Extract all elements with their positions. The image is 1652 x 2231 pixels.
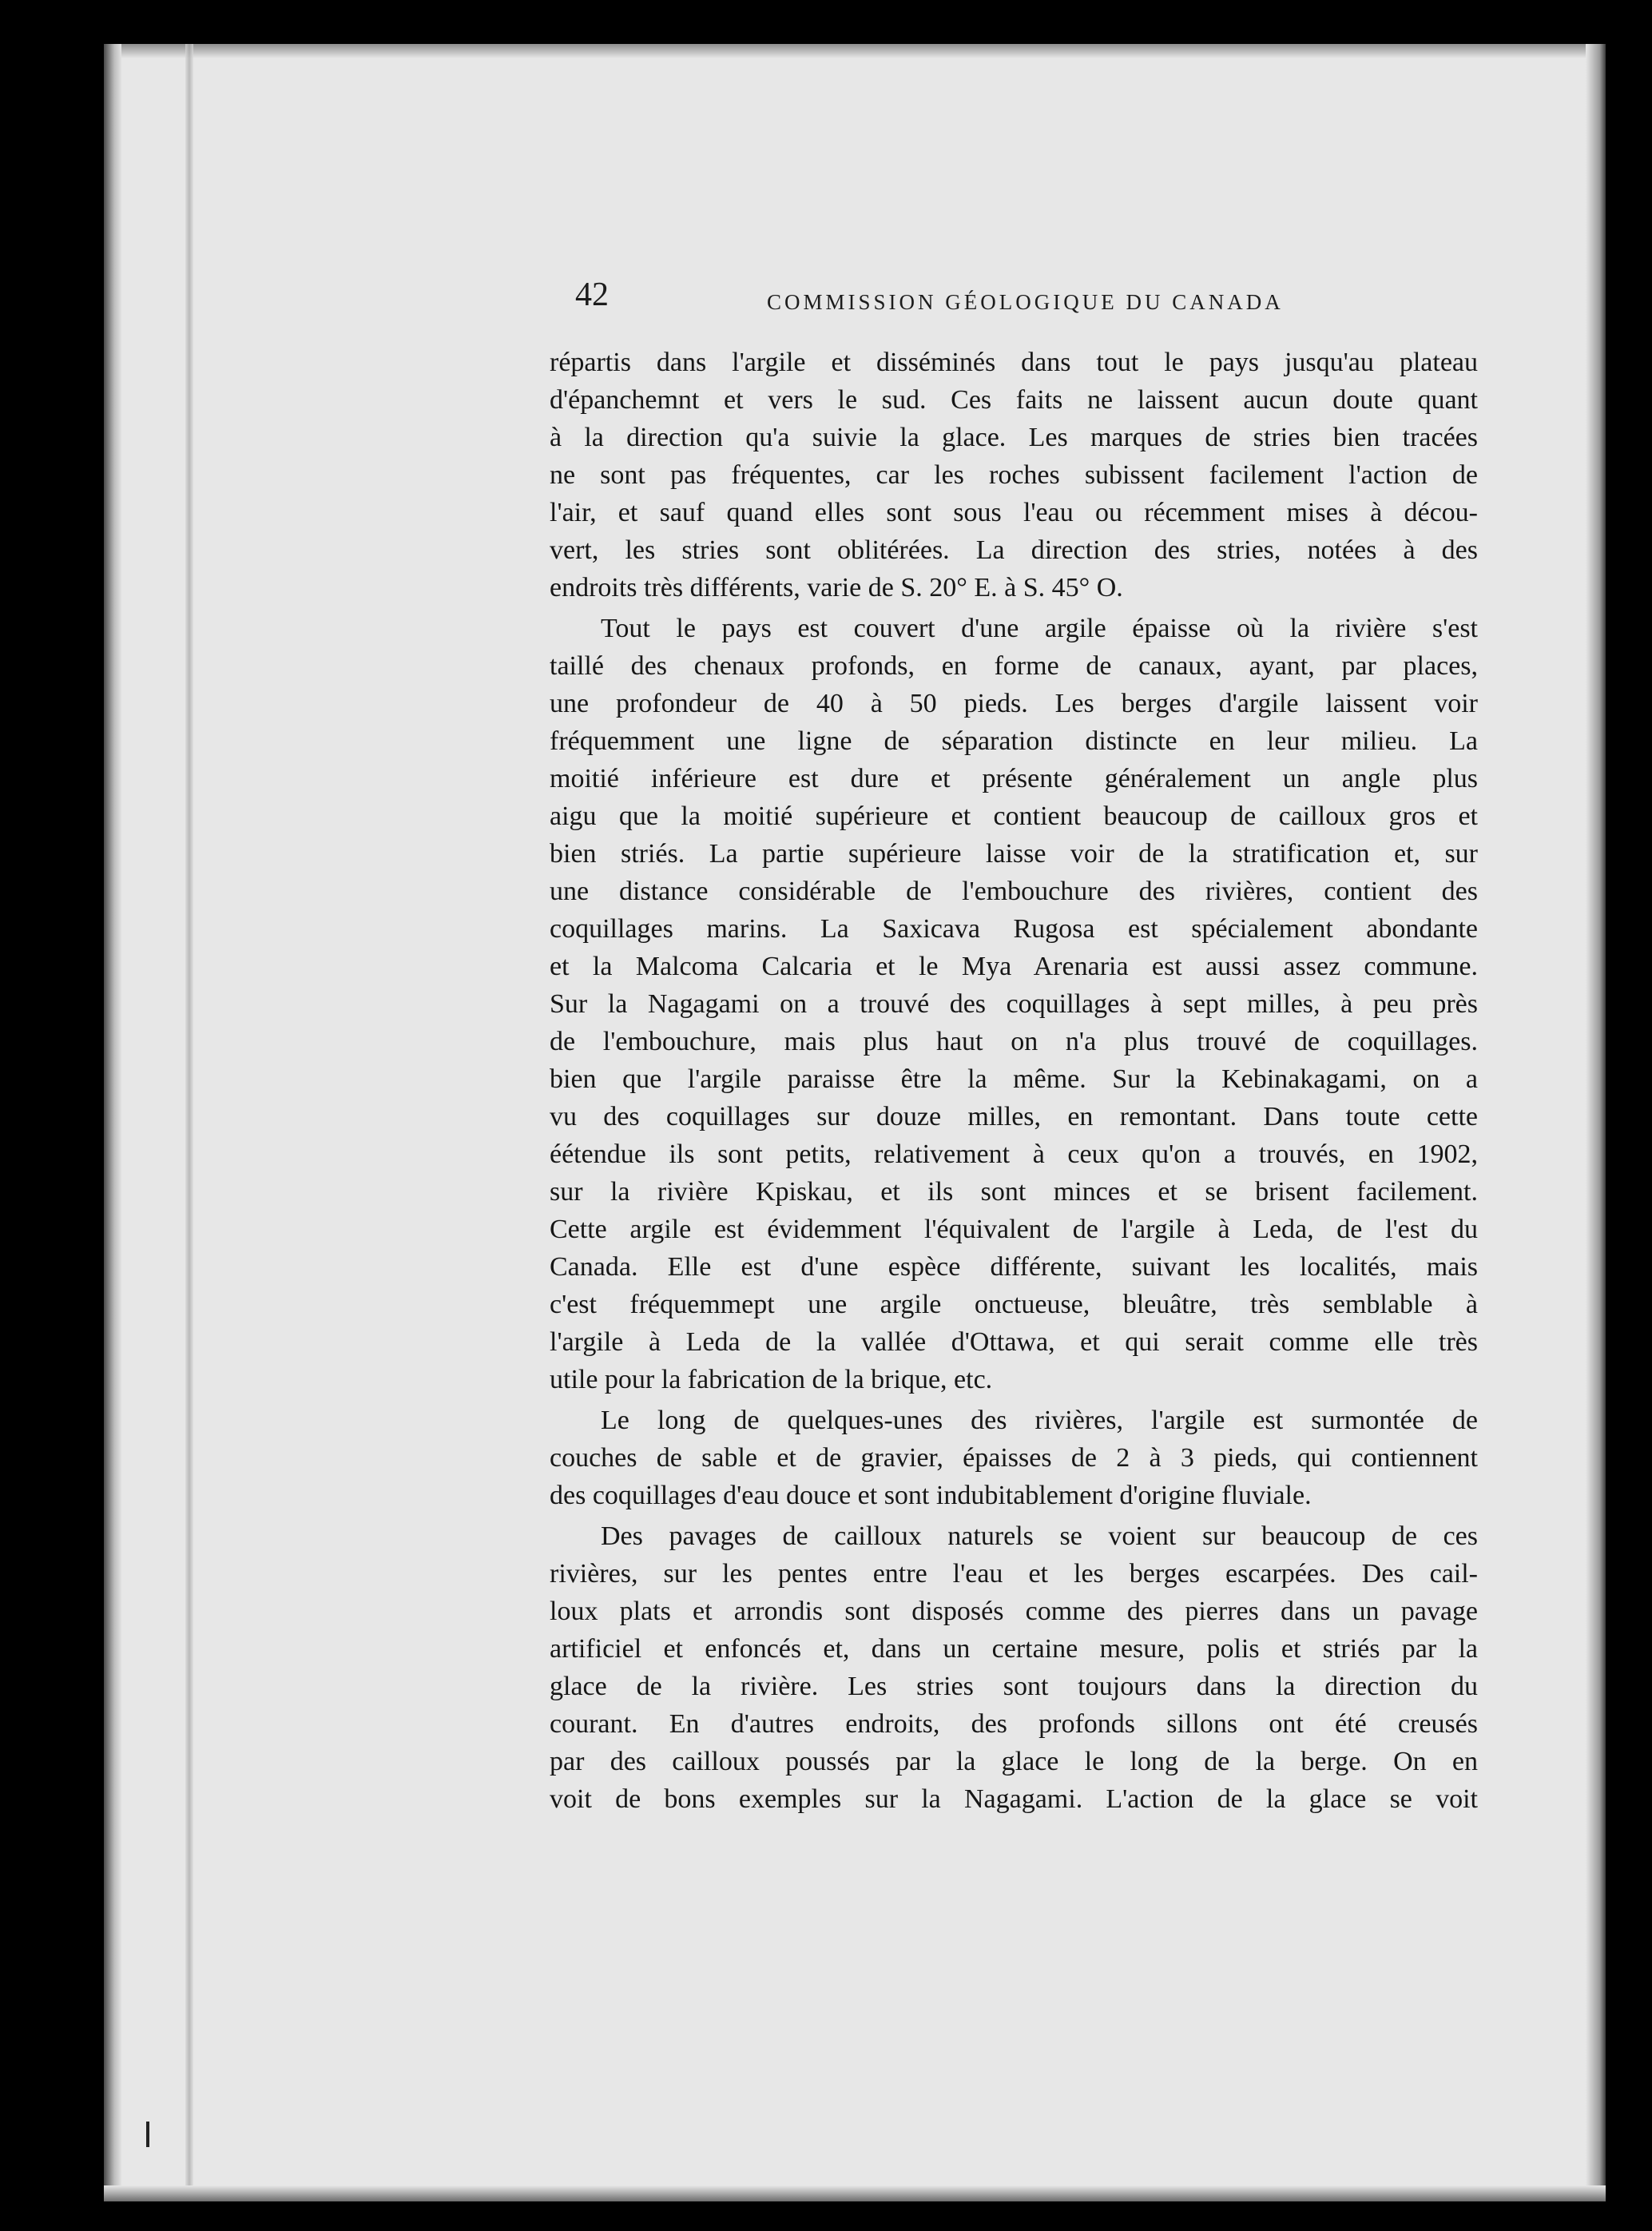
text-line: l'argile à Leda de la vallée d'Ottawa, et qui serait comme elle très [550,1327,1478,1357]
text-line: Canada. Elle est d'une espèce différente, suivant les localités, mais [550,1252,1478,1282]
text-line: Des pavages de cailloux naturels se voient sur beaucoup de ces [601,1521,1478,1551]
page-edge-top [104,44,1606,58]
text-line: à la direction qu'a suivie la glace. Les marques de stries bien tracées [550,423,1478,452]
text-line: et la Malcoma Calcaria et le Mya Arenaria est aussi assez commune. [550,952,1478,981]
text-line: Le long de quelques-unes des rivières, l'argile est surmontée de [601,1406,1478,1435]
text-line: vu des coquillages sur douze milles, en remontant. Dans toute cette [550,1102,1478,1131]
text-line: Tout le pays est couvert d'une argile épaisse où la rivière s'est [601,614,1478,643]
page-header [575,276,1478,324]
text-line: fréquemment une ligne de séparation distincte en leur milieu. La [550,726,1478,756]
text-line: moitié inférieure est dure et présente généralement un angle plus [550,764,1478,793]
text-line: loux plats et arrondis sont disposés comme des pierres dans un pavage [550,1597,1478,1626]
text-line: Cette argile est évidemment l'équivalent de l'argile à Leda, de l'est du [550,1215,1478,1244]
text-line: coquillages marins. La Saxicava Rugosa est spécialement abondante [550,914,1478,944]
text-line: répartis dans l'argile et disséminés dans tout le pays jusqu'au plateau [550,348,1478,377]
page-number: 42 [575,276,609,313]
text-line: une profondeur de 40 à 50 pieds. Les berges d'argile laissent voir [550,689,1478,718]
text-line: des coquillages d'eau douce et sont indubitablement d'origine fluviale. [550,1481,1312,1510]
text-line: couches de sable et de gravier, épaisses de 2 à 3 pieds, qui contiennent [550,1443,1478,1473]
running-title: COMMISSION GÉOLOGIQUE DU CANADA [767,290,1284,314]
text-line: voit de bons exemples sur la Nagagami. L'action de la glace se voit [550,1784,1478,1814]
page-fold-shadow [185,44,193,2201]
text-line: utile pour la fabrication de la brique, etc. [550,1365,993,1394]
text-line: une distance considérable de l'embouchure des rivières, contient des [550,877,1478,906]
text-line: aigu que la moitié supérieure et contient beaucoup de cailloux gros et [550,801,1478,831]
text-line: sur la rivière Kpiskau, et ils sont minces et se brisent facilement. [550,1177,1478,1207]
text-line: courant. En d'autres endroits, des profonds sillons ont été creusés [550,1709,1478,1739]
text-line: ne sont pas fréquentes, car les roches subissent facilement l'action de [550,460,1478,490]
margin-mark [146,2122,149,2147]
text-line: de l'embouchure, mais plus haut on n'a plus trouvé de coquillages. [550,1027,1478,1056]
text-line: endroits très différents, varie de S. 20° E. à S. 45° O. [550,573,1123,602]
text-line: l'air, et sauf quand elles sont sous l'eau ou récemment mises à décou- [550,498,1478,527]
text-line: c'est fréquemmept une argile onctueuse, bleuâtre, très semblable à [550,1290,1478,1319]
page-edge-left [104,44,121,2201]
page-edge-bottom [104,2185,1606,2201]
text-line: par des cailloux poussés par la glace le long de la berge. On en [550,1747,1478,1776]
text-line: vert, les stries sont oblitérées. La direction des stries, notées à des [550,535,1478,565]
text-line: bien striés. La partie supérieure laisse voir de la stratification et, sur [550,839,1478,869]
body-text [550,344,1478,1818]
text-line: artificiel et enfoncés et, dans un certaine mesure, polis et striés par la [550,1634,1478,1664]
text-line: Sur la Nagagami on a trouvé des coquillages à sept milles, à peu près [550,989,1478,1019]
text-line: taillé des chenaux profonds, en forme de canaux, ayant, par places, [550,651,1478,681]
text-line: éétendue ils sont petits, relativement à ceux qu'on a trouvés, en 1902, [550,1139,1478,1169]
text-line: glace de la rivière. Les stries sont toujours dans la direction du [550,1672,1478,1701]
text-line: d'épanchemnt et vers le sud. Ces faits ne laissent aucun doute quant [550,385,1478,415]
page-edge-right [1586,44,1606,2201]
text-line: rivières, sur les pentes entre l'eau et les berges escarpées. Des cail- [550,1559,1478,1589]
text-line: bien que l'argile paraisse être la même. Sur la Kebinakagami, on a [550,1064,1478,1094]
